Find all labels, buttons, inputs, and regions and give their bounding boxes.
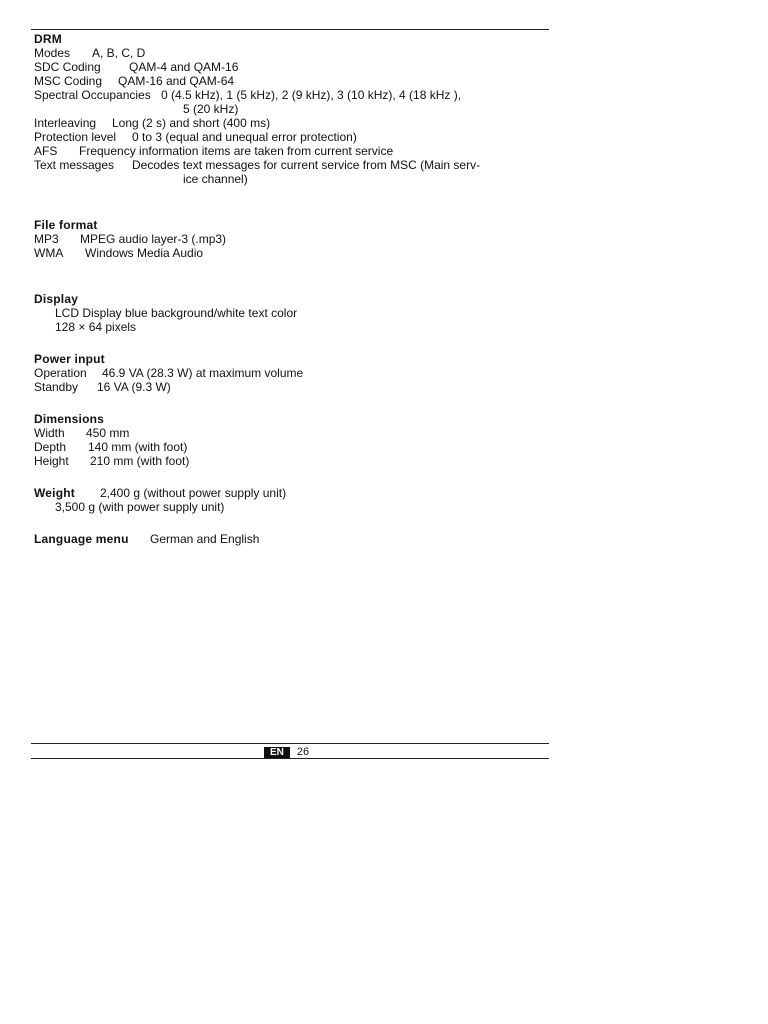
- operation-label: Operation: [34, 366, 87, 380]
- file-format-heading: File format: [34, 218, 98, 232]
- height-value: 210 mm (with foot): [90, 454, 190, 468]
- interleaving-label: Interleaving: [34, 116, 97, 130]
- msc-label: MSC Coding: [34, 74, 103, 88]
- drm-text-row: [34, 158, 554, 172]
- file-format-section: [34, 218, 554, 260]
- modes-label: Modes: [34, 46, 71, 60]
- depth-label: Depth: [34, 440, 67, 454]
- language-heading: Language menu: [34, 532, 129, 546]
- msc-value: QAM-16 and QAM-64: [118, 74, 235, 88]
- drm-text-cont: [34, 172, 554, 186]
- top-rule: [31, 29, 549, 30]
- width-label: Width: [34, 426, 65, 440]
- dimensions-section: [34, 412, 554, 468]
- mp3-label: MP3: [34, 232, 59, 246]
- sdc-value: QAM-4 and QAM-16: [129, 60, 239, 74]
- mp3-row: [34, 232, 554, 246]
- display-line-1: LCD Display blue background/white text color: [55, 306, 298, 320]
- mp3-value: MPEG audio layer-3 (.mp3): [80, 232, 227, 246]
- footer-rule-bottom: [31, 758, 549, 759]
- drm-modes-row: [34, 46, 554, 60]
- width-value: 450 mm: [86, 426, 130, 440]
- standby-value: 16 VA (9.3 W): [97, 380, 171, 394]
- weight-value-2: 3,500 g (with power supply unit): [55, 500, 225, 514]
- height-row: [34, 454, 554, 468]
- depth-value: 140 mm (with foot): [88, 440, 188, 454]
- modes-value: A, B, C, D: [92, 46, 146, 60]
- weight-row-1: [34, 486, 554, 500]
- display-section: [34, 292, 554, 334]
- interleaving-value: Long (2 s) and short (400 ms): [112, 116, 271, 130]
- operation-value: 46.9 VA (28.3 W) at maximum volume: [102, 366, 304, 380]
- drm-section: [34, 32, 554, 186]
- afs-value: Frequency information items are taken from current service: [79, 144, 394, 158]
- display-heading: Display: [34, 292, 79, 306]
- drm-msc-row: [34, 74, 554, 88]
- protection-value: 0 to 3 (equal and unequal error protection): [132, 130, 357, 144]
- wma-row: [34, 246, 554, 260]
- standby-label: Standby: [34, 380, 79, 394]
- dimensions-heading: Dimensions: [34, 412, 105, 426]
- power-section: [34, 352, 554, 394]
- weight-value-1: 2,400 g (without power supply unit): [100, 486, 287, 500]
- wma-label: WMA: [34, 246, 64, 260]
- drm-sdc-row: [34, 60, 554, 74]
- width-row: [34, 426, 554, 440]
- drm-spectral-row: [34, 88, 554, 102]
- footer-rule-top: [31, 743, 549, 744]
- operation-row: [34, 366, 554, 380]
- language-badge: EN: [264, 747, 290, 758]
- language-row: [34, 532, 554, 546]
- text-messages-label: Text messages: [34, 158, 115, 172]
- drm-heading: DRM: [34, 32, 62, 46]
- text-messages-value-2: ice channel): [183, 172, 248, 186]
- page-number: 26: [296, 746, 310, 758]
- drm-spectral-cont: [34, 102, 554, 116]
- display-line-2: 128 × 64 pixels: [55, 320, 137, 334]
- sdc-label: SDC Coding: [34, 60, 101, 74]
- page-footer: [264, 746, 309, 758]
- standby-row: [34, 380, 554, 394]
- drm-interleaving-row: [34, 116, 554, 130]
- text-messages-value-1: Decodes text messages for current service from MSC (Main serv-: [132, 158, 481, 172]
- language-value: German and English: [150, 532, 260, 546]
- protection-label: Protection level: [34, 130, 117, 144]
- spectral-value-1: 0 (4.5 kHz), 1 (5 kHz), 2 (9 kHz), 3 (10 kHz), 4 (18 kHz ),: [161, 88, 462, 102]
- weight-section: [34, 486, 554, 514]
- depth-row: [34, 440, 554, 454]
- language-section: [34, 532, 554, 546]
- spectral-value-2: 5 (20 kHz): [183, 102, 239, 116]
- weight-heading: Weight: [34, 486, 75, 500]
- afs-label: AFS: [34, 144, 58, 158]
- wma-value: Windows Media Audio: [85, 246, 204, 260]
- power-heading: Power input: [34, 352, 105, 366]
- height-label: Height: [34, 454, 69, 468]
- drm-afs-row: [34, 144, 554, 158]
- spectral-label: Spectral Occupancies: [34, 88, 151, 102]
- drm-protection-row: [34, 130, 554, 144]
